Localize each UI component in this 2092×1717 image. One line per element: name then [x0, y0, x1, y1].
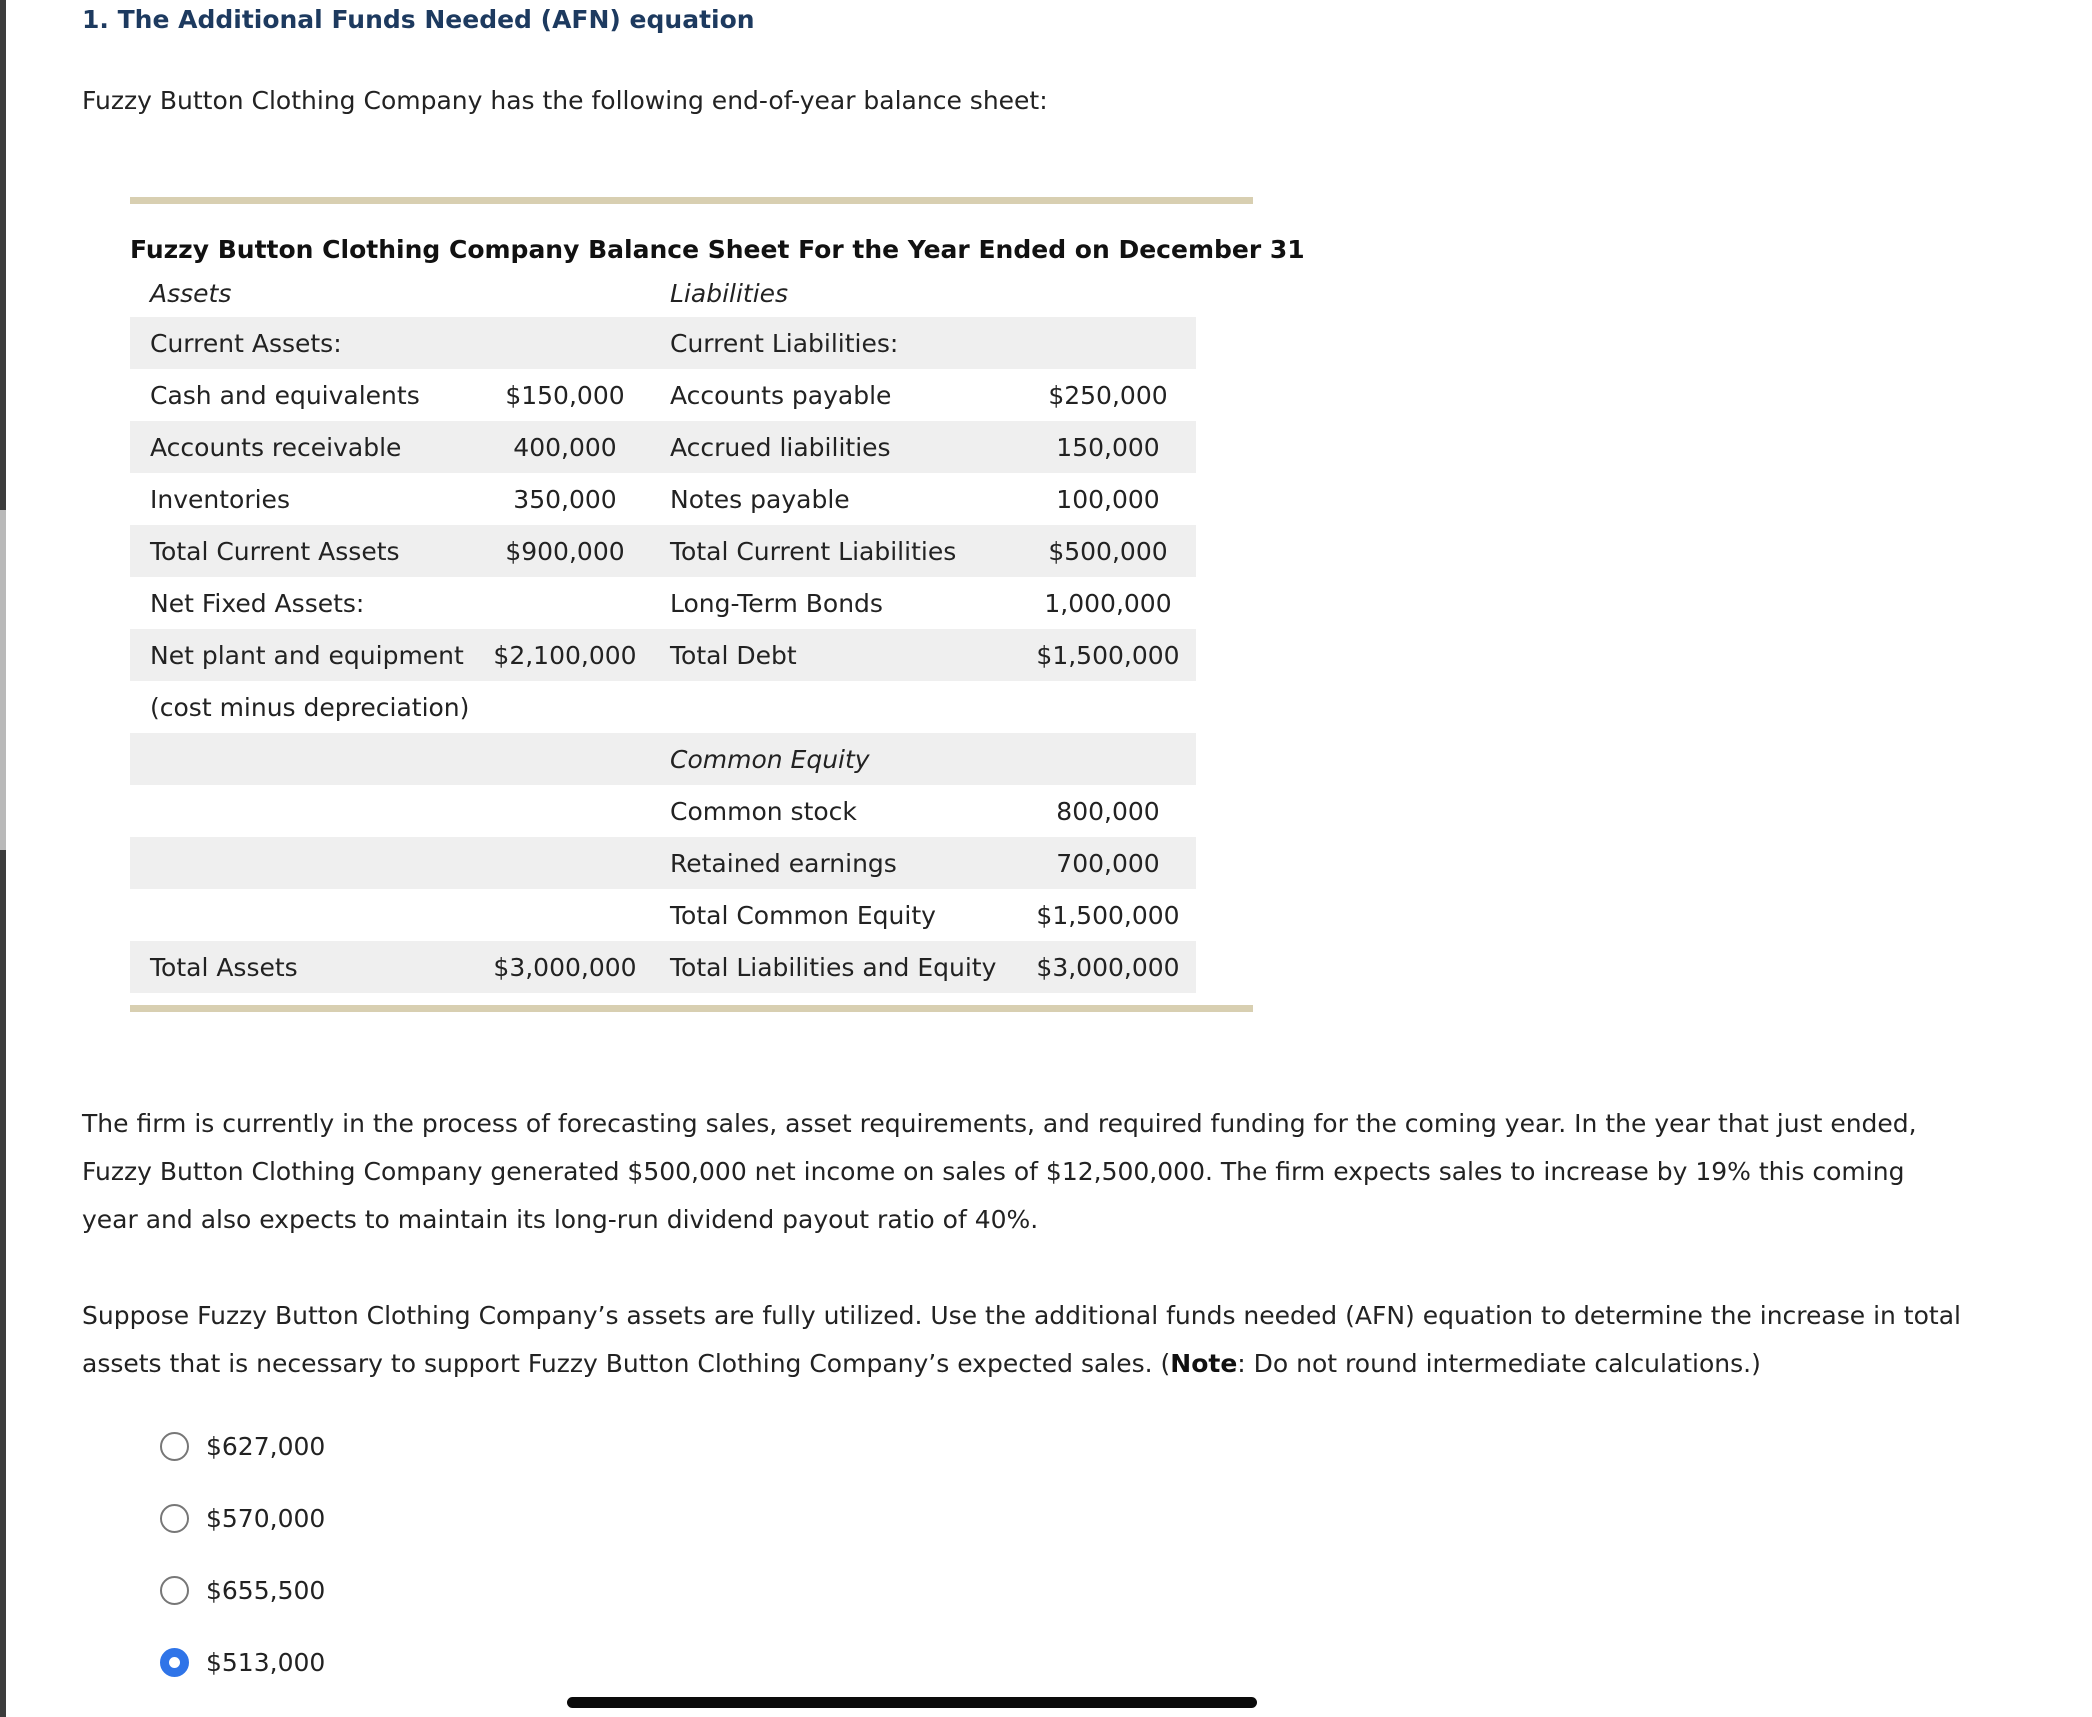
asset-label [130, 837, 470, 889]
asset-value [470, 733, 660, 785]
liability-value: 150,000 [1020, 421, 1196, 473]
answer-option-label[interactable]: $570,000 [206, 1504, 326, 1533]
balance-sheet-row [130, 889, 1196, 941]
balance-sheet-bottom-rule [130, 1005, 1253, 1012]
liability-label: Total Common Equity [670, 900, 936, 930]
radio-selected-icon[interactable] [160, 1648, 189, 1677]
note-text: : Do not round intermediate calculations.) [1237, 1349, 1761, 1378]
liability-label: Total Current Liabilities [660, 525, 1020, 577]
asset-label: Net Fixed Assets: [150, 588, 365, 618]
asset-value: $150,000 [505, 380, 625, 410]
question-intro: Fuzzy Button Clothing Company has the following end-of-year balance sheet: [82, 86, 1048, 115]
asset-label [130, 733, 470, 785]
answer-option-label[interactable]: $513,000 [206, 1648, 326, 1677]
liability-value: $3,000,000 [1020, 941, 1196, 993]
radio-unselected-icon[interactable] [160, 1432, 189, 1461]
asset-value [470, 889, 660, 941]
balance-sheet-row [130, 785, 1196, 837]
question-prompt-text: Suppose Fuzzy Button Clothing Company’s assets are fully utilized. Use the additional funds needed (AFN) equation to determine the increase in total assets that is necessary to support Fuzzy Button Clothing Company’s expected sales. ( [82, 1301, 1961, 1378]
question-title: 1. The Additional Funds Needed (AFN) equation [82, 5, 755, 34]
liability-label: Notes payable [670, 484, 850, 514]
liability-value: 100,000 [1056, 484, 1160, 514]
balance-sheet-title: Fuzzy Button Clothing Company Balance Sheet For the Year Ended on December 31 [130, 235, 1305, 264]
left-edge-highlight [0, 510, 6, 850]
asset-label: Inventories [150, 484, 290, 514]
asset-label: Current Assets: [130, 317, 470, 369]
asset-label: (cost minus depreciation) [150, 692, 470, 722]
balance-sheet-row [130, 473, 1196, 525]
asset-value: $3,000,000 [470, 941, 660, 993]
balance-sheet [130, 197, 1305, 1012]
asset-label: Net plant and equipment [130, 629, 470, 681]
liability-label: Long-Term Bonds [670, 588, 883, 618]
balance-sheet-header-row [130, 270, 1196, 317]
liability-value: $1,500,000 [1020, 629, 1196, 681]
note-label: Note [1170, 1349, 1238, 1378]
balance-sheet-row [130, 421, 1196, 473]
liability-value: $500,000 [1020, 525, 1196, 577]
liability-label: Total Debt [660, 629, 1020, 681]
asset-label: Accounts receivable [130, 421, 470, 473]
answer-option-label[interactable]: $655,500 [206, 1576, 326, 1605]
answer-option[interactable] [160, 1504, 325, 1533]
asset-label [130, 889, 470, 941]
balance-sheet-row [130, 629, 1196, 681]
asset-label [130, 785, 470, 837]
liability-value [1020, 681, 1196, 733]
asset-value [470, 785, 660, 837]
forecast-paragraph: The firm is currently in the process of forecasting sales, asset requirements, and required funding for the coming year. In the year that just ended, Fuzzy Button Clothing Company generated $500,000 net income on sales of $12,500,000. The firm expects sales to increase by 19% this coming year and also expects to maintain its long-run dividend payout ratio of 40%. [82, 1109, 1917, 1234]
balance-sheet-row [130, 733, 1196, 785]
answer-option[interactable] [160, 1648, 325, 1677]
balance-sheet-row [130, 941, 1196, 993]
asset-value: 400,000 [470, 421, 660, 473]
liability-value: 800,000 [1056, 796, 1160, 826]
asset-value [470, 577, 660, 629]
balance-sheet-row [130, 317, 1196, 369]
answer-option-label[interactable]: $627,000 [206, 1432, 326, 1461]
asset-value [470, 317, 660, 369]
balance-sheet-table [130, 270, 1196, 993]
balance-sheet-row [130, 369, 1196, 421]
assets-heading: Assets [150, 279, 232, 308]
liability-label: Current Liabilities: [660, 317, 1020, 369]
balance-sheet-row [130, 681, 1196, 733]
answer-option[interactable] [160, 1576, 325, 1605]
liability-label: Common Equity [660, 733, 1020, 785]
liability-label: Total Liabilities and Equity [660, 941, 1020, 993]
answer-option[interactable] [160, 1432, 325, 1461]
balance-sheet-row [130, 525, 1196, 577]
liability-label: Retained earnings [660, 837, 1020, 889]
balance-sheet-row [130, 577, 1196, 629]
liability-label: Accrued liabilities [660, 421, 1020, 473]
liability-value: 1,000,000 [1044, 588, 1172, 618]
liabilities-heading: Liabilities [670, 279, 789, 308]
liability-value [1020, 733, 1196, 785]
radio-unselected-icon[interactable] [160, 1504, 189, 1533]
radio-unselected-icon[interactable] [160, 1576, 189, 1605]
asset-value [470, 681, 660, 733]
liability-label: Common stock [670, 796, 857, 826]
left-edge-bar [0, 0, 6, 1717]
balance-sheet-body [130, 317, 1196, 993]
asset-value [470, 837, 660, 889]
asset-label: Total Assets [130, 941, 470, 993]
liability-value: 700,000 [1020, 837, 1196, 889]
liability-value: $1,500,000 [1036, 900, 1180, 930]
asset-label: Total Current Assets [130, 525, 470, 577]
liability-value: $250,000 [1048, 380, 1168, 410]
home-indicator [567, 1697, 1257, 1708]
asset-value: $900,000 [470, 525, 660, 577]
asset-value: 350,000 [513, 484, 617, 514]
asset-label: Cash and equivalents [150, 380, 420, 410]
liability-label: Accounts payable [670, 380, 892, 410]
liability-label [660, 681, 1020, 733]
question-prompt [82, 1292, 1962, 1388]
balance-sheet-top-rule [130, 197, 1253, 204]
balance-sheet-row [130, 837, 1196, 889]
liability-value [1020, 317, 1196, 369]
asset-value: $2,100,000 [470, 629, 660, 681]
